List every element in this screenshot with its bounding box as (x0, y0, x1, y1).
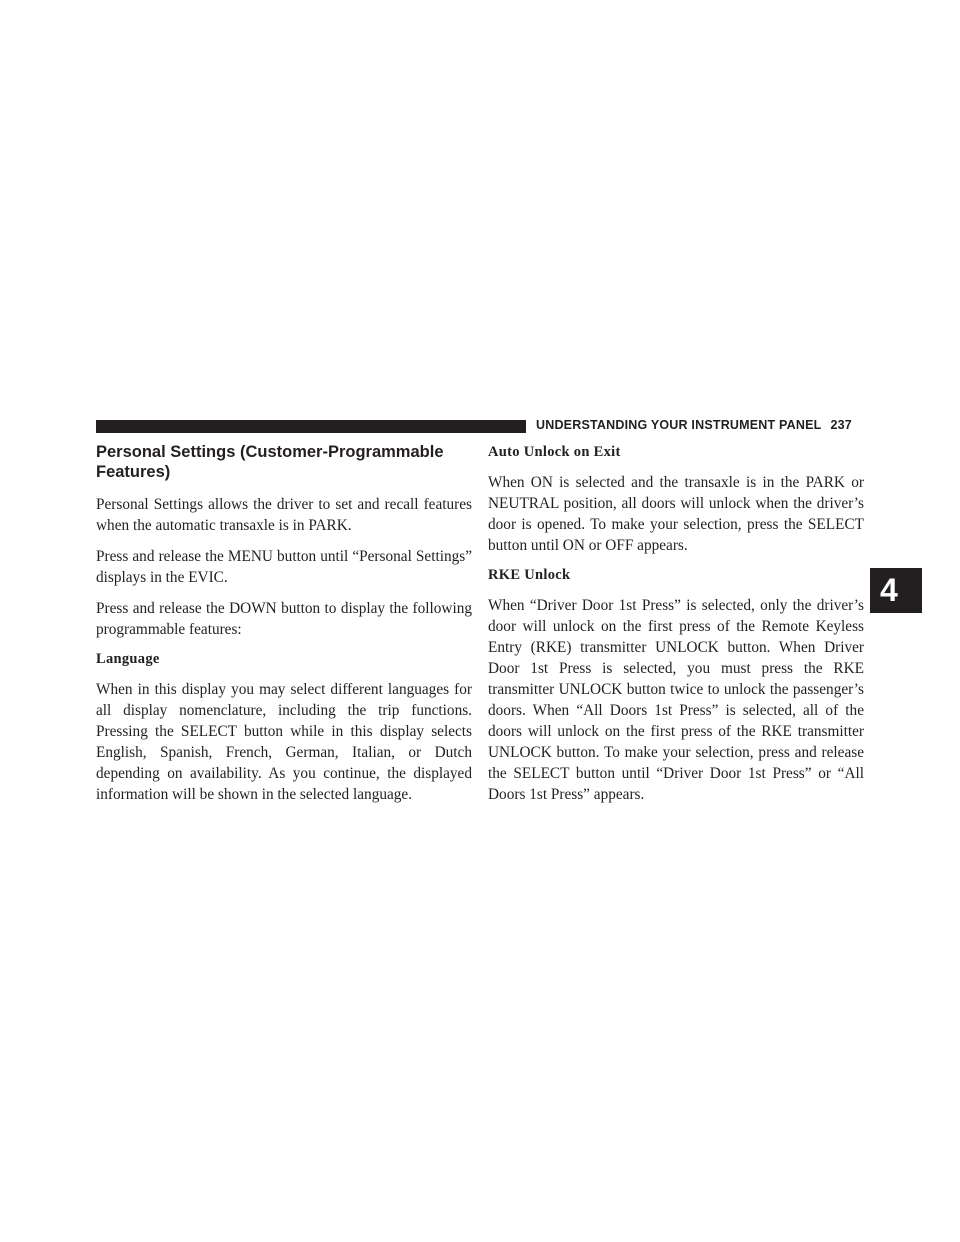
language-paragraph: When in this display you may select different languages for all display nomenclature, including the trip functions. Pressing the SELECT button while in this display selects English, Spanish, French, German, Italian, or Dutch depending on availability. As you continue, the displayed information will be shown in the selected language. (96, 681, 472, 803)
auto-unlock-heading: Auto Unlock on Exit (488, 444, 621, 460)
intro-paragraph: Personal Settings allows the driver to set and recall features when the automatic transaxle is in PARK. (96, 496, 472, 534)
menu-instruction-paragraph: Press and release the MENU button until “Personal Settings” displays in the EVIC. (96, 548, 472, 586)
right-column (488, 440, 864, 815)
personal-settings-heading: Personal Settings (Customer-Programmable Features) (96, 443, 444, 481)
section-title: UNDERSTANDING YOUR INSTRUMENT PANEL (536, 418, 822, 432)
left-column (96, 440, 472, 815)
chapter-number: 4 (880, 572, 898, 608)
language-heading: Language (96, 651, 160, 667)
chapter-tab (870, 568, 922, 613)
header-rule-bar (96, 420, 526, 433)
running-header (536, 418, 852, 432)
auto-unlock-paragraph: When ON is selected and the transaxle is in the PARK or NEUTRAL position, all doors will unlock when the driver’s door is opened. To make your selection, press the SELECT button until ON or OFF appears. (488, 474, 864, 554)
down-button-paragraph: Press and release the DOWN button to display the following programmable features: (96, 600, 472, 638)
page-number: 237 (830, 418, 852, 432)
rke-unlock-heading: RKE Unlock (488, 567, 571, 583)
rke-unlock-paragraph: When “Driver Door 1st Press” is selected, only the driver’s door will unlock on the first press of the Remote Keyless Entry (RKE) transmitter UNLOCK button. When Driver Door 1st Press is selected, you must press the RKE transmitter UNLOCK button twice to unlock the passenger’s doors. When “All Doors 1st Press” is selected, all of the doors will unlock on the first press of the RKE transmitter UNLOCK button. To make your selection, press and release the SELECT button until “Driver Door 1st Press” or “All Doors 1st Press” appears. (488, 597, 864, 803)
